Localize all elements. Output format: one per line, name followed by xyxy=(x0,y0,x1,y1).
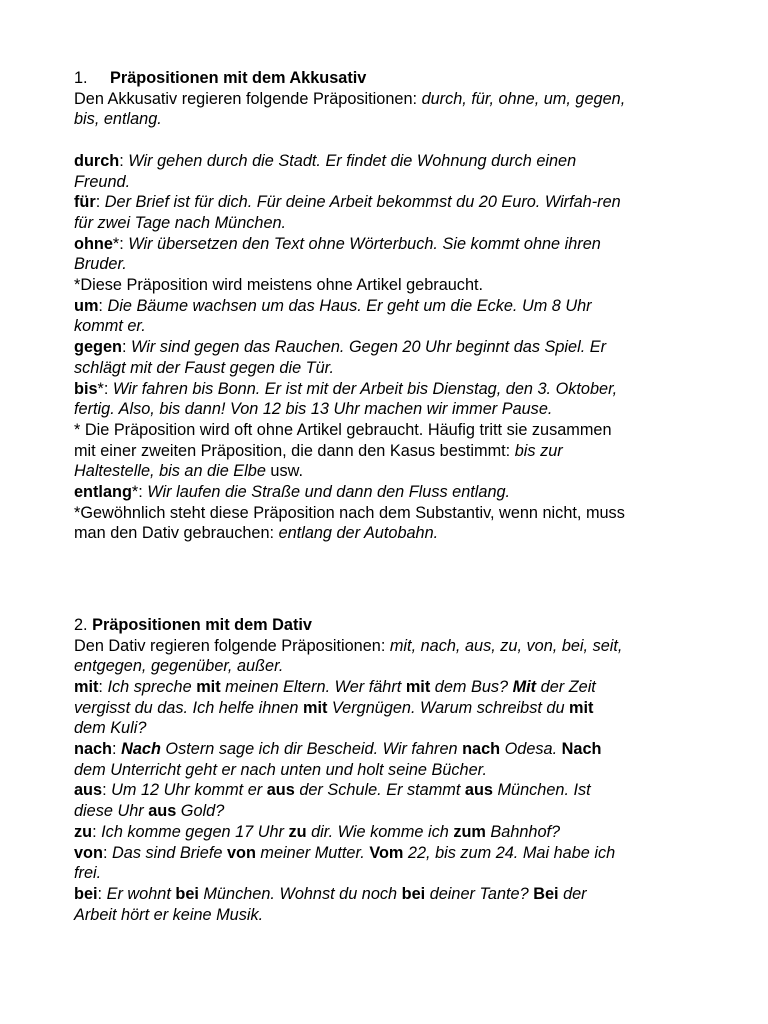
plain-text: : xyxy=(98,677,108,696)
bold-term: nach xyxy=(462,740,501,759)
plain-text: : xyxy=(97,884,107,903)
bold-term: von xyxy=(226,843,256,862)
blank-line xyxy=(74,130,768,151)
example-text: Um 12 Uhr kommt er xyxy=(111,781,267,800)
bold-term: um xyxy=(74,296,99,315)
example-text: Ich komme gegen 17 Uhr xyxy=(101,822,289,841)
plain-text: : xyxy=(92,822,102,841)
example-text: entlang der Autobahn. xyxy=(278,524,439,543)
text-line xyxy=(74,884,768,905)
section-heading xyxy=(74,615,768,636)
example-text: Das sind Briefe xyxy=(112,843,227,862)
example-text: fertig. Also, bis dann! Von 12 bis 13 Uhr machen wir immer Pause. xyxy=(74,400,553,419)
text-line xyxy=(74,275,768,296)
text-line xyxy=(74,503,768,524)
example-text: dem Unterricht geht er nach unten und holt seine Bücher. xyxy=(74,760,488,779)
bold-term: ohne xyxy=(74,234,113,253)
bold-term: aus xyxy=(74,781,103,800)
bold-term: bei xyxy=(74,884,98,903)
text-line xyxy=(74,636,768,657)
text-line xyxy=(74,843,768,864)
example-text: Wir gehen durch die Stadt. Er findet die Wohnung durch einen xyxy=(128,151,577,170)
bold-term: mit xyxy=(74,677,99,696)
plain-text: : xyxy=(102,781,112,800)
text-line xyxy=(74,718,768,739)
example-text: Wir laufen die Straße und dann den Fluss entlang. xyxy=(147,483,511,502)
example-text: Odesa. xyxy=(500,740,562,759)
example-text: Arbeit hört er keine Musik. xyxy=(74,905,264,924)
example-text: Der Brief ist für dich. Für deine Arbeit bekommst du 20 Euro. Wirfah-ren xyxy=(104,193,621,212)
text-line xyxy=(74,420,768,441)
text-line xyxy=(74,192,768,213)
example-text: bis zur xyxy=(514,441,563,460)
text-line xyxy=(74,296,768,317)
text-line xyxy=(74,441,768,462)
bold-term: gegen xyxy=(74,338,122,357)
plain-text: Den Dativ regieren folgende Präpositionen: xyxy=(74,636,390,655)
bold-term: für xyxy=(74,193,96,212)
section-number: 1. xyxy=(74,69,88,87)
example-text: schlägt mit der Faust gegen die Tür. xyxy=(74,358,335,377)
example-text: Gold? xyxy=(176,802,225,821)
bold-term: bis xyxy=(74,379,98,398)
bold-term: mit xyxy=(569,698,594,717)
plain-text: : xyxy=(121,338,132,357)
plain-text: *: xyxy=(112,234,129,253)
section-dativ xyxy=(74,615,768,926)
plain-text: usw. xyxy=(265,462,303,481)
section-title: Präpositionen mit dem Akkusativ xyxy=(110,69,367,87)
example-text: Wir übersetzen den Text ohne Wörterbuch. Sie kommt ohne ihren xyxy=(128,234,601,253)
example-text: Freund. xyxy=(74,172,131,191)
text-line xyxy=(74,760,768,781)
text-line xyxy=(74,822,768,843)
example-text: dir. Wie komme ich xyxy=(306,822,454,841)
bold-term: mit xyxy=(302,698,328,717)
text-line xyxy=(74,780,768,801)
example-text: bis, entlang. xyxy=(74,110,162,129)
bold-term: zu xyxy=(74,822,93,841)
example-text: Wir sind gegen das Rauchen. Gegen 20 Uhr beginnt das Spiel. Er xyxy=(131,338,607,357)
example-text: der Schule. Er stammt xyxy=(294,781,465,800)
plain-text: man den Dativ gebrauchen: xyxy=(74,524,279,543)
text-line xyxy=(74,379,768,400)
text-line xyxy=(74,863,768,884)
section-body xyxy=(74,636,768,926)
text-line xyxy=(74,656,768,677)
bold-term: Vom xyxy=(369,843,404,862)
plain-text: : xyxy=(119,151,129,170)
text-line xyxy=(74,801,768,822)
example-text: Haltestelle, bis an die Elbe xyxy=(74,462,266,481)
text-line xyxy=(74,358,768,379)
plain-text: mit einer zweiten Präposition, die dann den Kasus bestimmt: xyxy=(74,441,515,460)
plain-text: *Gewöhnlich steht diese Präposition nach dem Substantiv, wenn nicht, muss xyxy=(74,503,625,522)
example-text: Vergnügen. Warum schreibst du xyxy=(327,698,570,717)
bold-term: mit xyxy=(196,677,221,696)
example-text: diese Uhr xyxy=(74,802,149,821)
section-number: 2. xyxy=(74,615,88,634)
example-text: dem Kuli? xyxy=(74,719,147,738)
bold-term: bei xyxy=(175,884,199,903)
plain-text: *: xyxy=(97,379,113,398)
text-line xyxy=(74,337,768,358)
bold-term: Nach xyxy=(121,740,161,759)
example-text: Ostern sage ich dir Bescheid. Wir fahren xyxy=(160,740,463,759)
example-text: vergisst du das. Ich helfe ihnen xyxy=(74,698,303,717)
bold-term: durch xyxy=(74,151,120,170)
bold-term: aus xyxy=(148,802,177,821)
text-line xyxy=(74,213,768,234)
bold-term: nach xyxy=(74,740,113,759)
plain-text: : xyxy=(98,296,108,315)
example-text: kommt er. xyxy=(74,317,146,336)
example-text: frei. xyxy=(74,864,102,883)
bold-term: bei xyxy=(401,884,426,903)
text-line xyxy=(74,677,768,698)
example-text: Bruder. xyxy=(74,255,127,274)
text-line xyxy=(74,89,768,110)
example-text: mit, nach, aus, zu, von, bei, seit, xyxy=(389,636,623,655)
bold-term: Nach xyxy=(561,740,602,759)
section-heading xyxy=(74,68,768,89)
text-line xyxy=(74,109,768,130)
text-line xyxy=(74,254,768,275)
bold-term: Bei xyxy=(533,884,559,903)
bold-term: von xyxy=(74,843,103,862)
example-text: 22, bis zum 24. Mai habe ich xyxy=(403,843,616,862)
text-line xyxy=(74,523,768,544)
example-text: der Zeit xyxy=(536,677,596,696)
bold-term: zu xyxy=(288,822,307,841)
plain-text: : xyxy=(102,843,113,862)
example-text: Die Bäume wachsen um das Haus. Er geht um die Ecke. Um 8 Uhr xyxy=(107,296,592,315)
section-akkusativ xyxy=(74,68,768,544)
text-line xyxy=(74,739,768,760)
plain-text: Den Akkusativ regieren folgende Präpositionen: xyxy=(74,89,422,108)
example-text: München. Ist xyxy=(492,781,591,800)
bold-term: aus xyxy=(464,781,493,800)
example-text: entgegen, gegenüber, außer. xyxy=(74,657,284,676)
text-line xyxy=(74,461,768,482)
text-line xyxy=(74,482,768,503)
bold-term: aus xyxy=(266,781,295,800)
text-line xyxy=(74,698,768,719)
example-text: Bahnhof? xyxy=(485,822,561,841)
section-title: Präpositionen mit dem Dativ xyxy=(92,615,312,634)
example-text: für zwei Tage nach München. xyxy=(74,213,287,232)
text-line xyxy=(74,234,768,255)
bold-term: entlang xyxy=(74,483,132,502)
text-line xyxy=(74,172,768,193)
section-body xyxy=(74,89,768,544)
example-text: durch, für, ohne, um, gegen, xyxy=(421,89,626,108)
text-line xyxy=(74,151,768,172)
bold-term: Mit xyxy=(512,677,537,696)
plain-text: *Diese Präposition wird meistens ohne Artikel gebraucht. xyxy=(74,276,484,295)
text-line xyxy=(74,905,768,926)
text-line xyxy=(74,399,768,420)
plain-text: : xyxy=(95,193,105,212)
plain-text: : xyxy=(112,740,122,759)
bold-term: zum xyxy=(453,822,486,841)
example-text: meinen Eltern. Wer fährt xyxy=(220,677,406,696)
example-text: München. Wohnst du noch xyxy=(198,884,402,903)
example-text: der xyxy=(558,884,587,903)
text-line xyxy=(74,316,768,337)
plain-text: * Die Präposition wird oft ohne Artikel gebraucht. Häufig tritt sie zusammen xyxy=(74,420,612,439)
example-text: dem Bus? xyxy=(430,677,513,696)
example-text: Er wohnt xyxy=(106,884,176,903)
example-text: deiner Tante? xyxy=(425,884,534,903)
bold-term: mit xyxy=(405,677,431,696)
example-text: Wir fahren bis Bonn. Er ist mit der Arbeit bis Dienstag, den 3. Oktober, xyxy=(112,379,618,398)
example-text: Ich spreche xyxy=(107,677,197,696)
example-text: meiner Mutter. xyxy=(255,843,370,862)
plain-text: *: xyxy=(131,483,148,502)
